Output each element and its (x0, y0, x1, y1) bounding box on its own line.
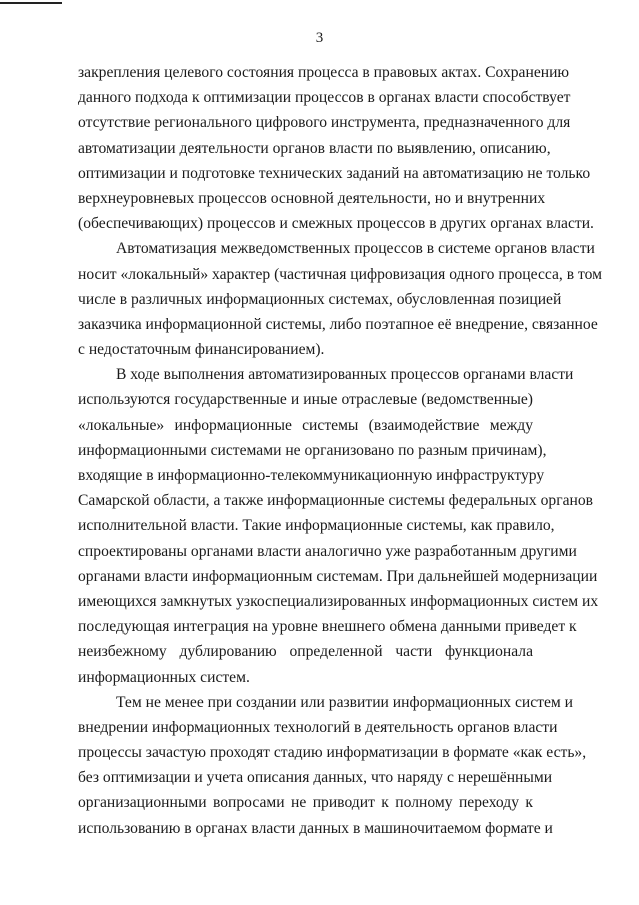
text-line: В ходе выполнения автоматизированных процессов органами власти (116, 366, 574, 384)
text-line: числе в различных информационных системах, обусловленная позицией (78, 290, 562, 308)
text-line: Самарской области, а также информационные системы федеральных органов (78, 492, 594, 510)
text-line: имеющихся замкнутых узкоспециализированных информационных систем их (78, 592, 599, 610)
text-line: входящие в информационно-телекоммуникационную инфраструктуру (78, 467, 545, 484)
text-line: «локальные» информационные системы (взаимодействие между (78, 416, 533, 434)
paragraph (78, 60, 594, 236)
text-line: верхнеуровневых процессов основной деятельности, но и внутренних (78, 189, 546, 207)
text-line: носит «локальный» характер (частичная цифровизация одного процесса, в том (78, 265, 602, 283)
text-line: органами власти информационным системам. При дальнейшей модернизации (78, 567, 598, 585)
scan-edge-mark (0, 2, 62, 4)
paragraph (78, 362, 599, 689)
paragraph (78, 236, 602, 362)
text-line: оптимизации и подготовке технических заданий на автоматизацию не только (78, 164, 591, 182)
text-line: последующая интеграция на уровне внешнего обмена данными приведет к (78, 618, 577, 636)
text-line: заказчика информационной системы, либо поэтапное её внедрение, связанное (78, 315, 598, 333)
text-line: данного подхода к оптимизации процессов в органах власти способствует (78, 89, 571, 107)
page-number: 3 (315, 30, 324, 46)
text-line: исполнительной власти. Такие информационные системы, как правило, (78, 517, 555, 535)
text-line: закрепления целевого состояния процесса в правовых актах. Сохранению (78, 64, 570, 81)
text-line: внедрении информационных технологий в деятельность органов власти (78, 718, 558, 736)
text-line: неизбежному дублированию определенной части функционала (78, 643, 533, 661)
text-line: информационными системами не организовано по разным причинам), (78, 441, 547, 459)
text-line: спроектированы органами власти аналогично уже разработанным другими (78, 542, 577, 560)
text-line: (обеспечивающих) процессов и смежных процессов в других органах власти. (78, 215, 594, 233)
text-line: организационными вопросами не приводит к полному переходу к (78, 794, 533, 812)
text-line: без оптимизации и учета описания данных, что наряду с нерешёнными (78, 769, 553, 787)
text-line: информационных систем. (78, 668, 250, 686)
text-line: с недостаточным финансированием). (78, 341, 325, 359)
text-line: процессы зачастую проходят стадию информатизации в формате «как есть», (78, 744, 587, 762)
text-line: автоматизации деятельности органов власти по выявлению, описанию, (78, 139, 551, 157)
text-line: отсутствие регионального цифрового инструмента, предназначенного для (78, 114, 571, 132)
document-body (78, 60, 602, 841)
text-line: использованию в органах власти данных в машиночитаемом формате и (78, 819, 553, 837)
text-line: Тем не менее при создании или развитии информационных систем и (116, 693, 574, 711)
paragraph (78, 690, 587, 841)
text-line: Автоматизация межведомственных процессов в системе органов власти (116, 240, 595, 258)
text-line: используются государственные и иные отраслевые (ведомственные) (78, 391, 533, 409)
